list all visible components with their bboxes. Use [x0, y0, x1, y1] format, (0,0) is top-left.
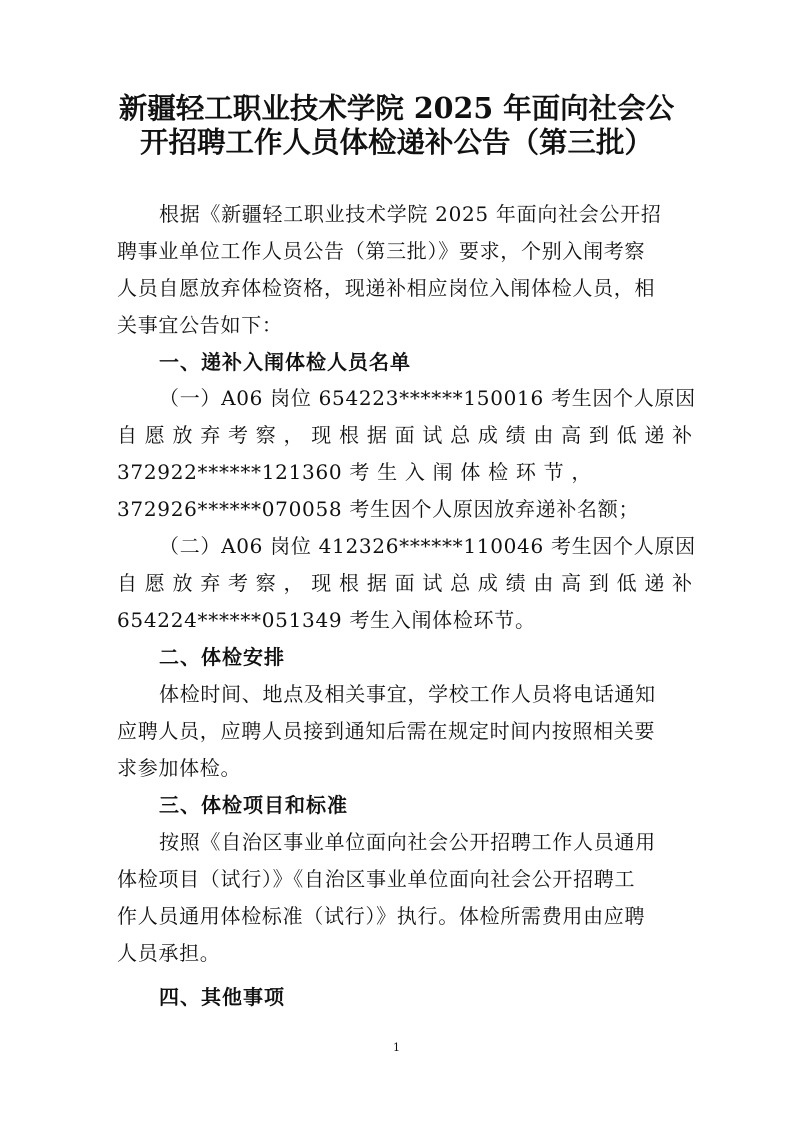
section-heading-4: 四、其他事项: [159, 985, 285, 1009]
section1-item2-line: 654224******051349 考生入闱体检环节。: [117, 608, 536, 632]
section1-item2-line: 自 愿 放 弃 考 察 ， 现 根 据 面 试 总 成 绩 由 高 到 低 递 补: [117, 571, 693, 595]
section3-line: 人员承担。: [117, 941, 221, 965]
intro-line: 根据《新疆轻工职业技术学院 2025 年面向社会公开招: [159, 202, 662, 226]
section2-line: 体检时间、地点及相关事宜，学校工作人员将电话通知: [159, 682, 656, 706]
intro-line: 人员自愿放弃体检资格，现递补相应岗位入闱体检人员，相: [117, 276, 656, 300]
intro-line: 关事宜公告如下：: [117, 313, 283, 337]
section1-item1-line: 自 愿 放 弃 考 察 ， 现 根 据 面 试 总 成 绩 由 高 到 低 递 补: [117, 423, 693, 447]
section1-item1-line: 372926******070058 考生因个人原因放弃递补名额；: [117, 497, 640, 521]
section2-line: 应聘人员，应聘人员接到通知后需在规定时间内按照相关要: [117, 719, 656, 743]
document-title-line-2: 开招聘工作人员体检递补公告（第三批）: [139, 125, 653, 159]
section1-item1-line: （一）A06 岗位 654223******150016 考生因个人原因: [159, 386, 696, 410]
section3-line: 按照《自治区事业单位面向社会公开招聘工作人员通用: [159, 830, 656, 854]
section-heading-2: 二、体检安排: [159, 645, 285, 669]
intro-line: 聘事业单位工作人员公告（第三批）》要求，个别入闱考察: [117, 239, 646, 263]
section3-line: 体检项目（试行）》《自治区事业单位面向社会公开招聘工: [117, 867, 636, 891]
section-heading-3: 三、体检项目和标准: [159, 793, 348, 817]
page-number: 1: [393, 1041, 400, 1054]
section1-item2-line: （二）A06 岗位 412326******110046 考生因个人原因: [159, 534, 696, 558]
section-heading-1: 一、递补入闱体检人员名单: [159, 350, 411, 374]
section3-line: 作人员通用体检标准（试行）》执行。体检所需费用由应聘: [117, 904, 646, 928]
section2-line: 求参加体检。: [117, 756, 242, 780]
section1-item1-line: 372922******121360 考 生 入 闱 体 检 环 节 ，: [117, 460, 593, 484]
document-title-line-1: 新疆轻工职业技术学院 2025 年面向社会公: [118, 91, 675, 125]
